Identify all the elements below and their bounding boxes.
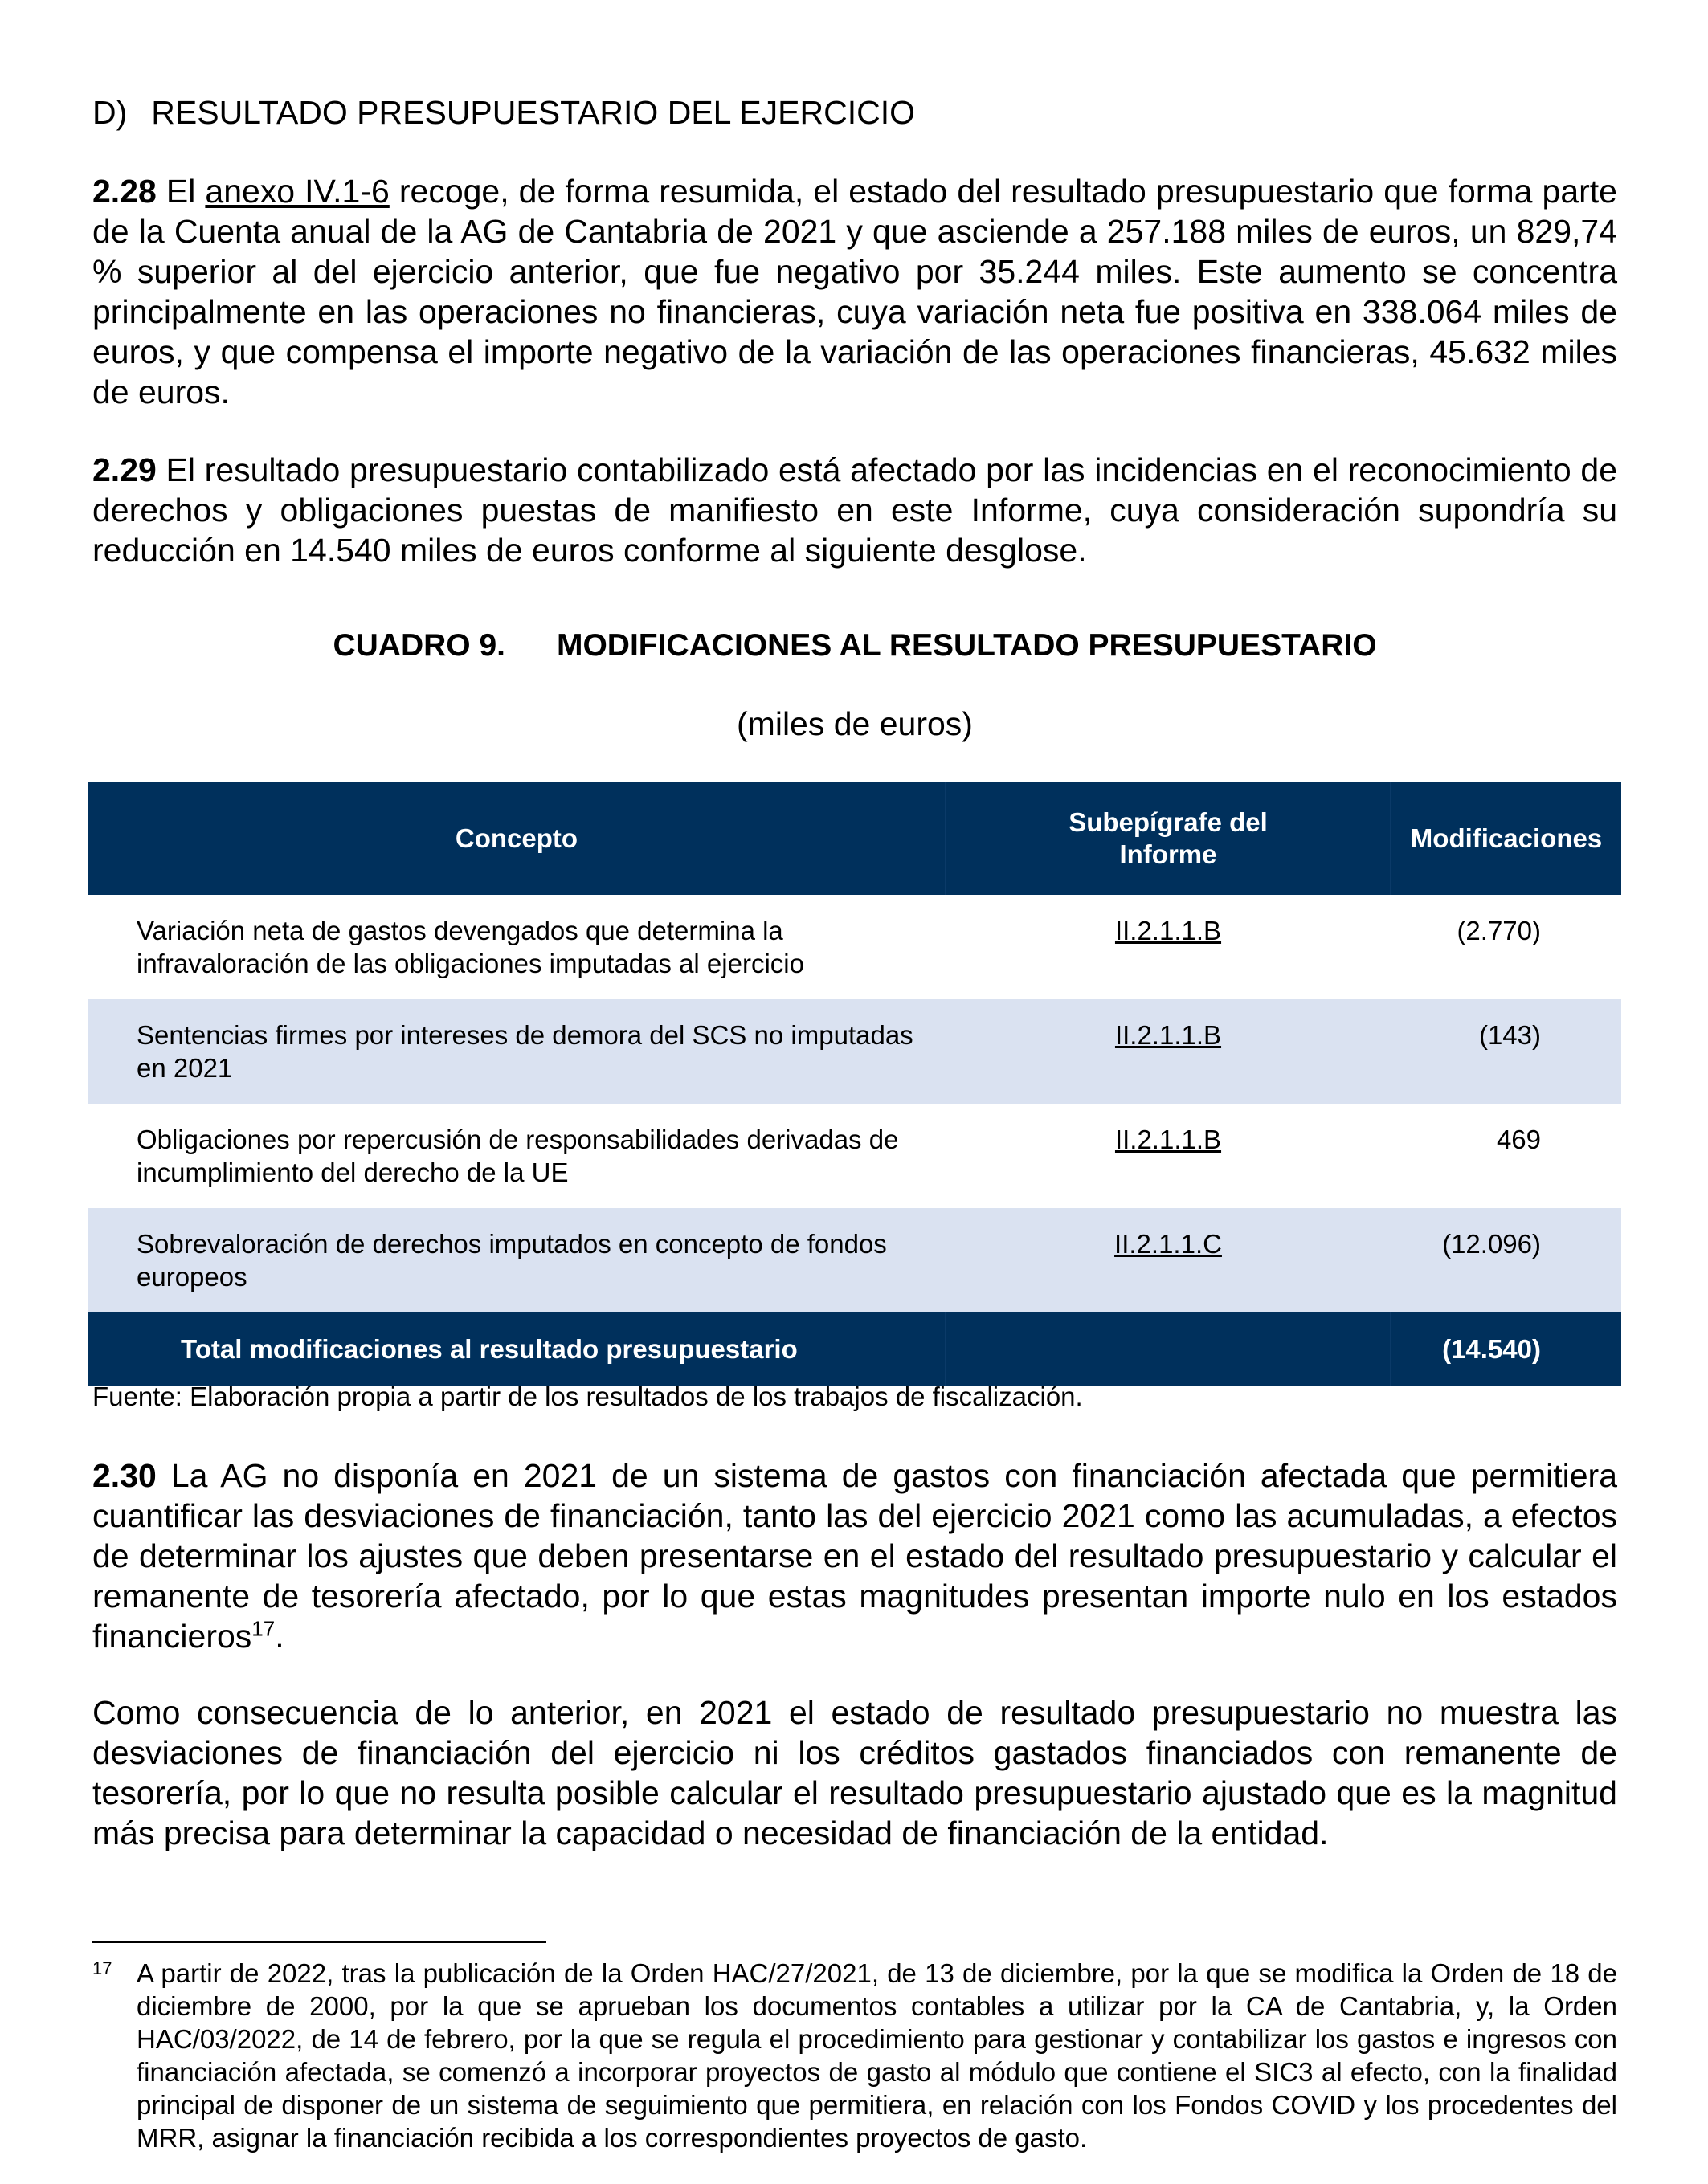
footnote-text: A partir de 2022, tras la publicación de la Orden HAC/27/2021, de 13 de diciembre, por la que se modifica la Orden de 18 de diciembre de 2000, por la que se aprueban los documentos contables a utilizar por la CA de Cantabria, y, la Orden HAC/03/2022, de 14 de febrero, por la que se regula el procedimiento para gestionar y contabilizar los gastos e ingresos con financiación afectada, se comenzó a incorporar proyectos de gasto al módulo que contiene el SIC3 al efecto, con la finalidad principal de disponer de un sistema de seguimiento que permitiera, en relación con los Fondos COVID y los procedentes del MRR, asignar la financiación recibida a los correspondientes proyectos de gasto. (137, 1958, 1617, 2153)
table-title (92, 628, 1617, 663)
footnote-mark: 17 (92, 1958, 112, 1978)
table-source: Fuente: Elaboración propia a partir de los resultados de los trabajos de fiscalización. (92, 1382, 1083, 1411)
total-label: Total modificaciones al resultado presupuestario (88, 1312, 946, 1386)
cell-concepto: Variación neta de gastos devengados que determina la infravaloración de las obligaciones imputadas al ejercicio (137, 916, 804, 978)
total-value: (14.540) (1391, 1312, 1621, 1386)
table-units: (miles de euros) (737, 705, 973, 742)
paragraph-number: 2.30 (92, 1457, 157, 1494)
table-row (88, 999, 1621, 1104)
paragraph-2-28 (92, 171, 1617, 412)
footnote-separator (92, 1941, 546, 1943)
subepigrafe-link[interactable]: II.2.1.1.C (1114, 1229, 1222, 1259)
cell-concepto: Sentencias firmes por intereses de demora del SCS no imputadas en 2021 (88, 999, 946, 1104)
subepigrafe-link[interactable]: II.2.1.1.B (1114, 916, 1222, 945)
table-row (88, 1208, 1621, 1312)
section-title: RESULTADO PRESUPUESTARIO DEL EJERCICIO (151, 94, 916, 131)
paragraph-number: 2.28 (92, 173, 157, 210)
cell-concepto: Obligaciones por repercusión de responsabilidades derivadas de incumplimiento del derecho de la UE (137, 1125, 899, 1187)
section-heading (92, 92, 1617, 133)
table-row (88, 895, 1621, 999)
paragraph-number: 2.29 (92, 451, 157, 488)
col-header-subepigrafe: Subepígrafe del Informe (946, 782, 1391, 895)
cell-modificacion: (143) (1391, 999, 1621, 1104)
paragraph-end: . (275, 1618, 284, 1655)
cell-modificacion: (12.096) (1391, 1208, 1621, 1312)
footnote-ref[interactable]: 17 (251, 1616, 276, 1641)
annex-link[interactable]: anexo IV.1-6 (205, 173, 390, 210)
subepigrafe-link[interactable]: II.2.1.1.B (1114, 1020, 1222, 1050)
paragraph-2-29 (92, 450, 1617, 570)
paragraph-text: recoge, de forma resumida, el estado del resultado presupuestario que forma parte de la Cuenta anual de la AG de Cantabria de 2021 y que asciende a 257.188 miles de euros, un 829,74 % superior al del ejercicio anterior, que fue negativo por 35.244 miles. Este aumento se concentra principalmente en las operaciones no financieras, cuya variación neta fue positiva en 338.064 miles de euros, y que compensa el importe negativo de la variación de las operaciones financieras, 45.632 miles de euros. (92, 173, 1617, 410)
paragraph-text: El resultado presupuestario contabilizado está afectado por las incidencias en el reconocimiento de derechos y obligaciones puestas de manifiesto en este Informe, cuya consideración supondría su reducción en 14.540 miles de euros conforme al siguiente desglose. (92, 451, 1617, 569)
cell-modificacion: (2.770) (1457, 916, 1541, 945)
cell-concepto: Sobrevaloración de derechos imputados en concepto de fondos europeos (88, 1208, 946, 1312)
subepigrafe-link[interactable]: II.2.1.1.B (1114, 1125, 1222, 1154)
col-header-concepto: Concepto (88, 782, 946, 895)
table-label: CUADRO 9. (333, 628, 505, 663)
paragraph-2-30 (92, 1455, 1617, 1656)
paragraph-text: El (156, 173, 206, 210)
table-title-text: MODIFICACIONES AL RESULTADO PRESUPUESTARIO (556, 628, 1377, 663)
modifications-table (88, 782, 1621, 1386)
paragraph-consequence: Como consecuencia de lo anterior, en 2021 el estado de resultado presupuestario no muestra las desviaciones de financiación del ejercicio ni los créditos gastados financiados con remanente de tesorería, por lo que no resulta posible calcular el resultado presupuestario ajustado que es la magnitud más precisa para determinar la capacidad o necesidad de financiación de la entidad. (92, 1694, 1617, 1851)
footnote (92, 1957, 1617, 2154)
total-row (88, 1312, 1621, 1386)
table-row (88, 1104, 1621, 1208)
section-letter: D) (92, 94, 128, 131)
paragraph-text: La AG no disponía en 2021 de un sistema de gastos con financiación afectada que permitiera cuantificar las desviaciones de financiación, tanto las del ejercicio 2021 como las acumuladas, a efectos de determinar los ajustes que deben presentarse en el estado del resultado presupuestario y calcular el remanente de tesorería afectado, por lo que estas magnitudes presentan importe nulo en los estados financieros (92, 1457, 1617, 1655)
col-header-modificaciones: Modificaciones (1391, 782, 1621, 895)
cell-modificacion: 469 (1496, 1125, 1541, 1154)
